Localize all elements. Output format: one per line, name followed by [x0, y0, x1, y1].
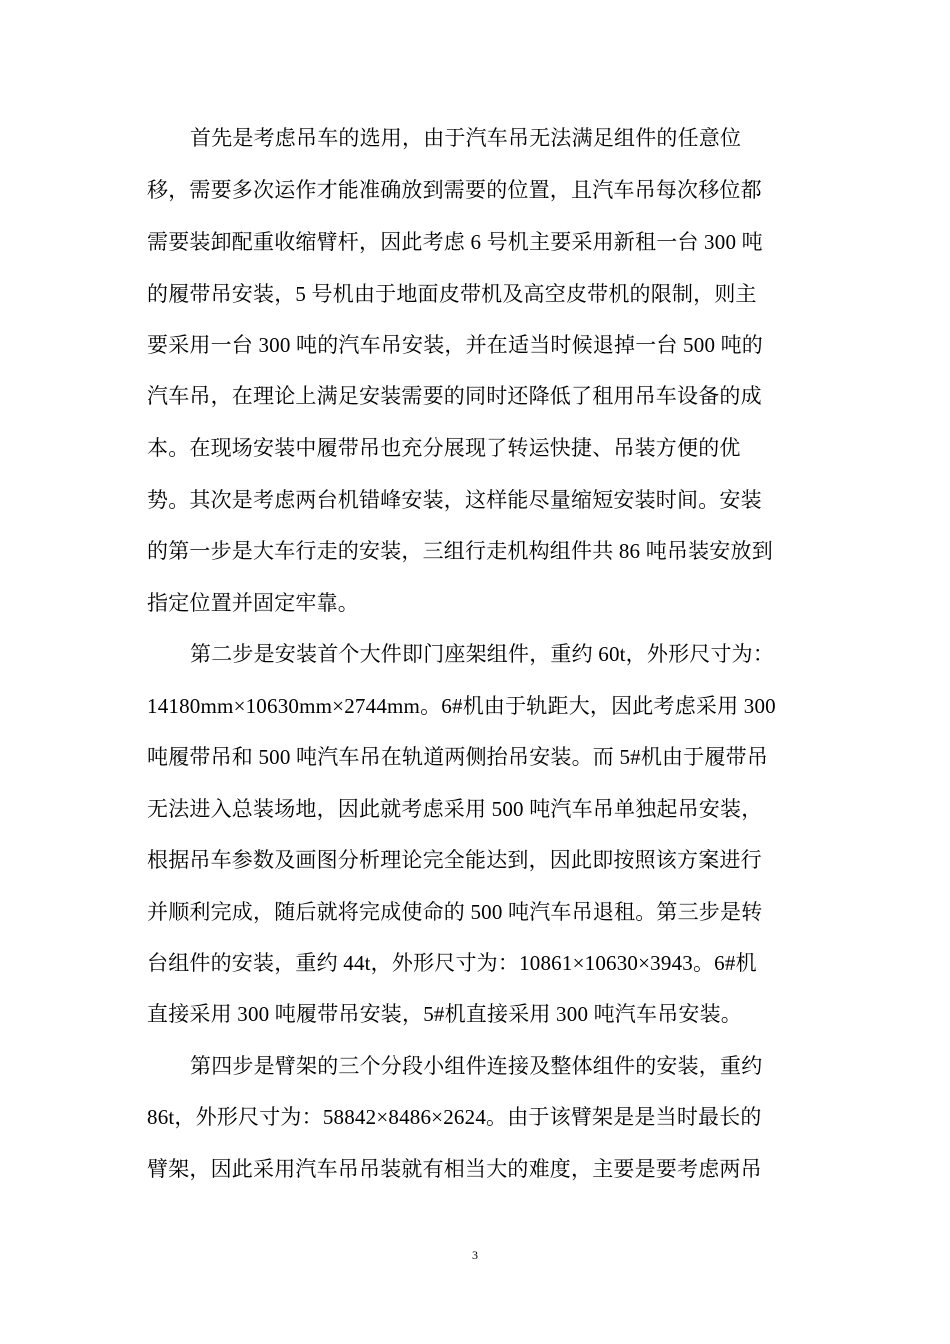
text-line: 86t，外形尺寸为：58842×8486×2624。由于该臂架是是当时最长的 [147, 1105, 762, 1129]
text-line: 并顺利完成，随后就将完成使命的 500 吨汽车吊退租。第三步是转 [147, 900, 763, 924]
text-line: 臂架，因此采用汽车吊吊装就有相当大的难度，主要是要考虑两吊 [147, 1157, 762, 1181]
text-line: 14180mm×10630mm×2744mm。6#机由于轨距大，因此考虑采用 300 [147, 694, 776, 718]
page-number: 3 [472, 1248, 478, 1262]
text-line: 无法进入总装场地，因此就考虑采用 500 吨汽车吊单独起吊安装， [147, 797, 763, 821]
text-line: 直接采用 300 吨履带吊安装，5#机直接采用 300 吨汽车吊安装。 [147, 1002, 742, 1026]
text-line: 的第一步是大车行走的安装，三组行走机构组件共 86 吨吊装安放到 [147, 539, 773, 563]
text-line: 吨履带吊和 500 吨汽车吊在轨道两侧抬吊安装。而 5#机由于履带吊 [147, 745, 769, 769]
text-line: 根据吊车参数及画图分析理论完全能达到，因此即按照该方案进行 [147, 848, 762, 872]
text-line: 势。其次是考虑两台机错峰安装，这样能尽量缩短安装时间。安装 [147, 488, 762, 512]
text-line: 第四步是臂架的三个分段小组件连接及整体组件的安装，重约 [190, 1054, 763, 1078]
text-line: 首先是考虑吊车的选用，由于汽车吊无法满足组件的任意位 [190, 126, 742, 150]
text-line: 本。在现场安装中履带吊也充分展现了转运快捷、吊装方便的优 [147, 436, 741, 460]
text-line: 要采用一台 300 吨的汽车吊安装，并在适当时候退掉一台 500 吨的 [147, 333, 763, 357]
text-line: 需要装卸配重收缩臂杆，因此考虑 6 号机主要采用新租一台 300 吨 [147, 230, 763, 254]
text-line: 第二步是安装首个大件即门座架组件，重约 60t，外形尺寸为： [190, 642, 775, 666]
text-line: 的履带吊安装，5 号机由于地面皮带机及高空皮带机的限制，则主 [147, 282, 757, 306]
text-line: 指定位置并固定牢靠。 [147, 591, 359, 615]
text-line: 汽车吊，在理论上满足安装需要的同时还降低了租用吊车设备的成 [147, 384, 762, 408]
text-line: 台组件的安装，重约 44t，外形尺寸为：10861×10630×3943。6#机 [147, 951, 757, 975]
text-line: 移，需要多次运作才能准确放到需要的位置，且汽车吊每次移位都 [147, 178, 762, 202]
